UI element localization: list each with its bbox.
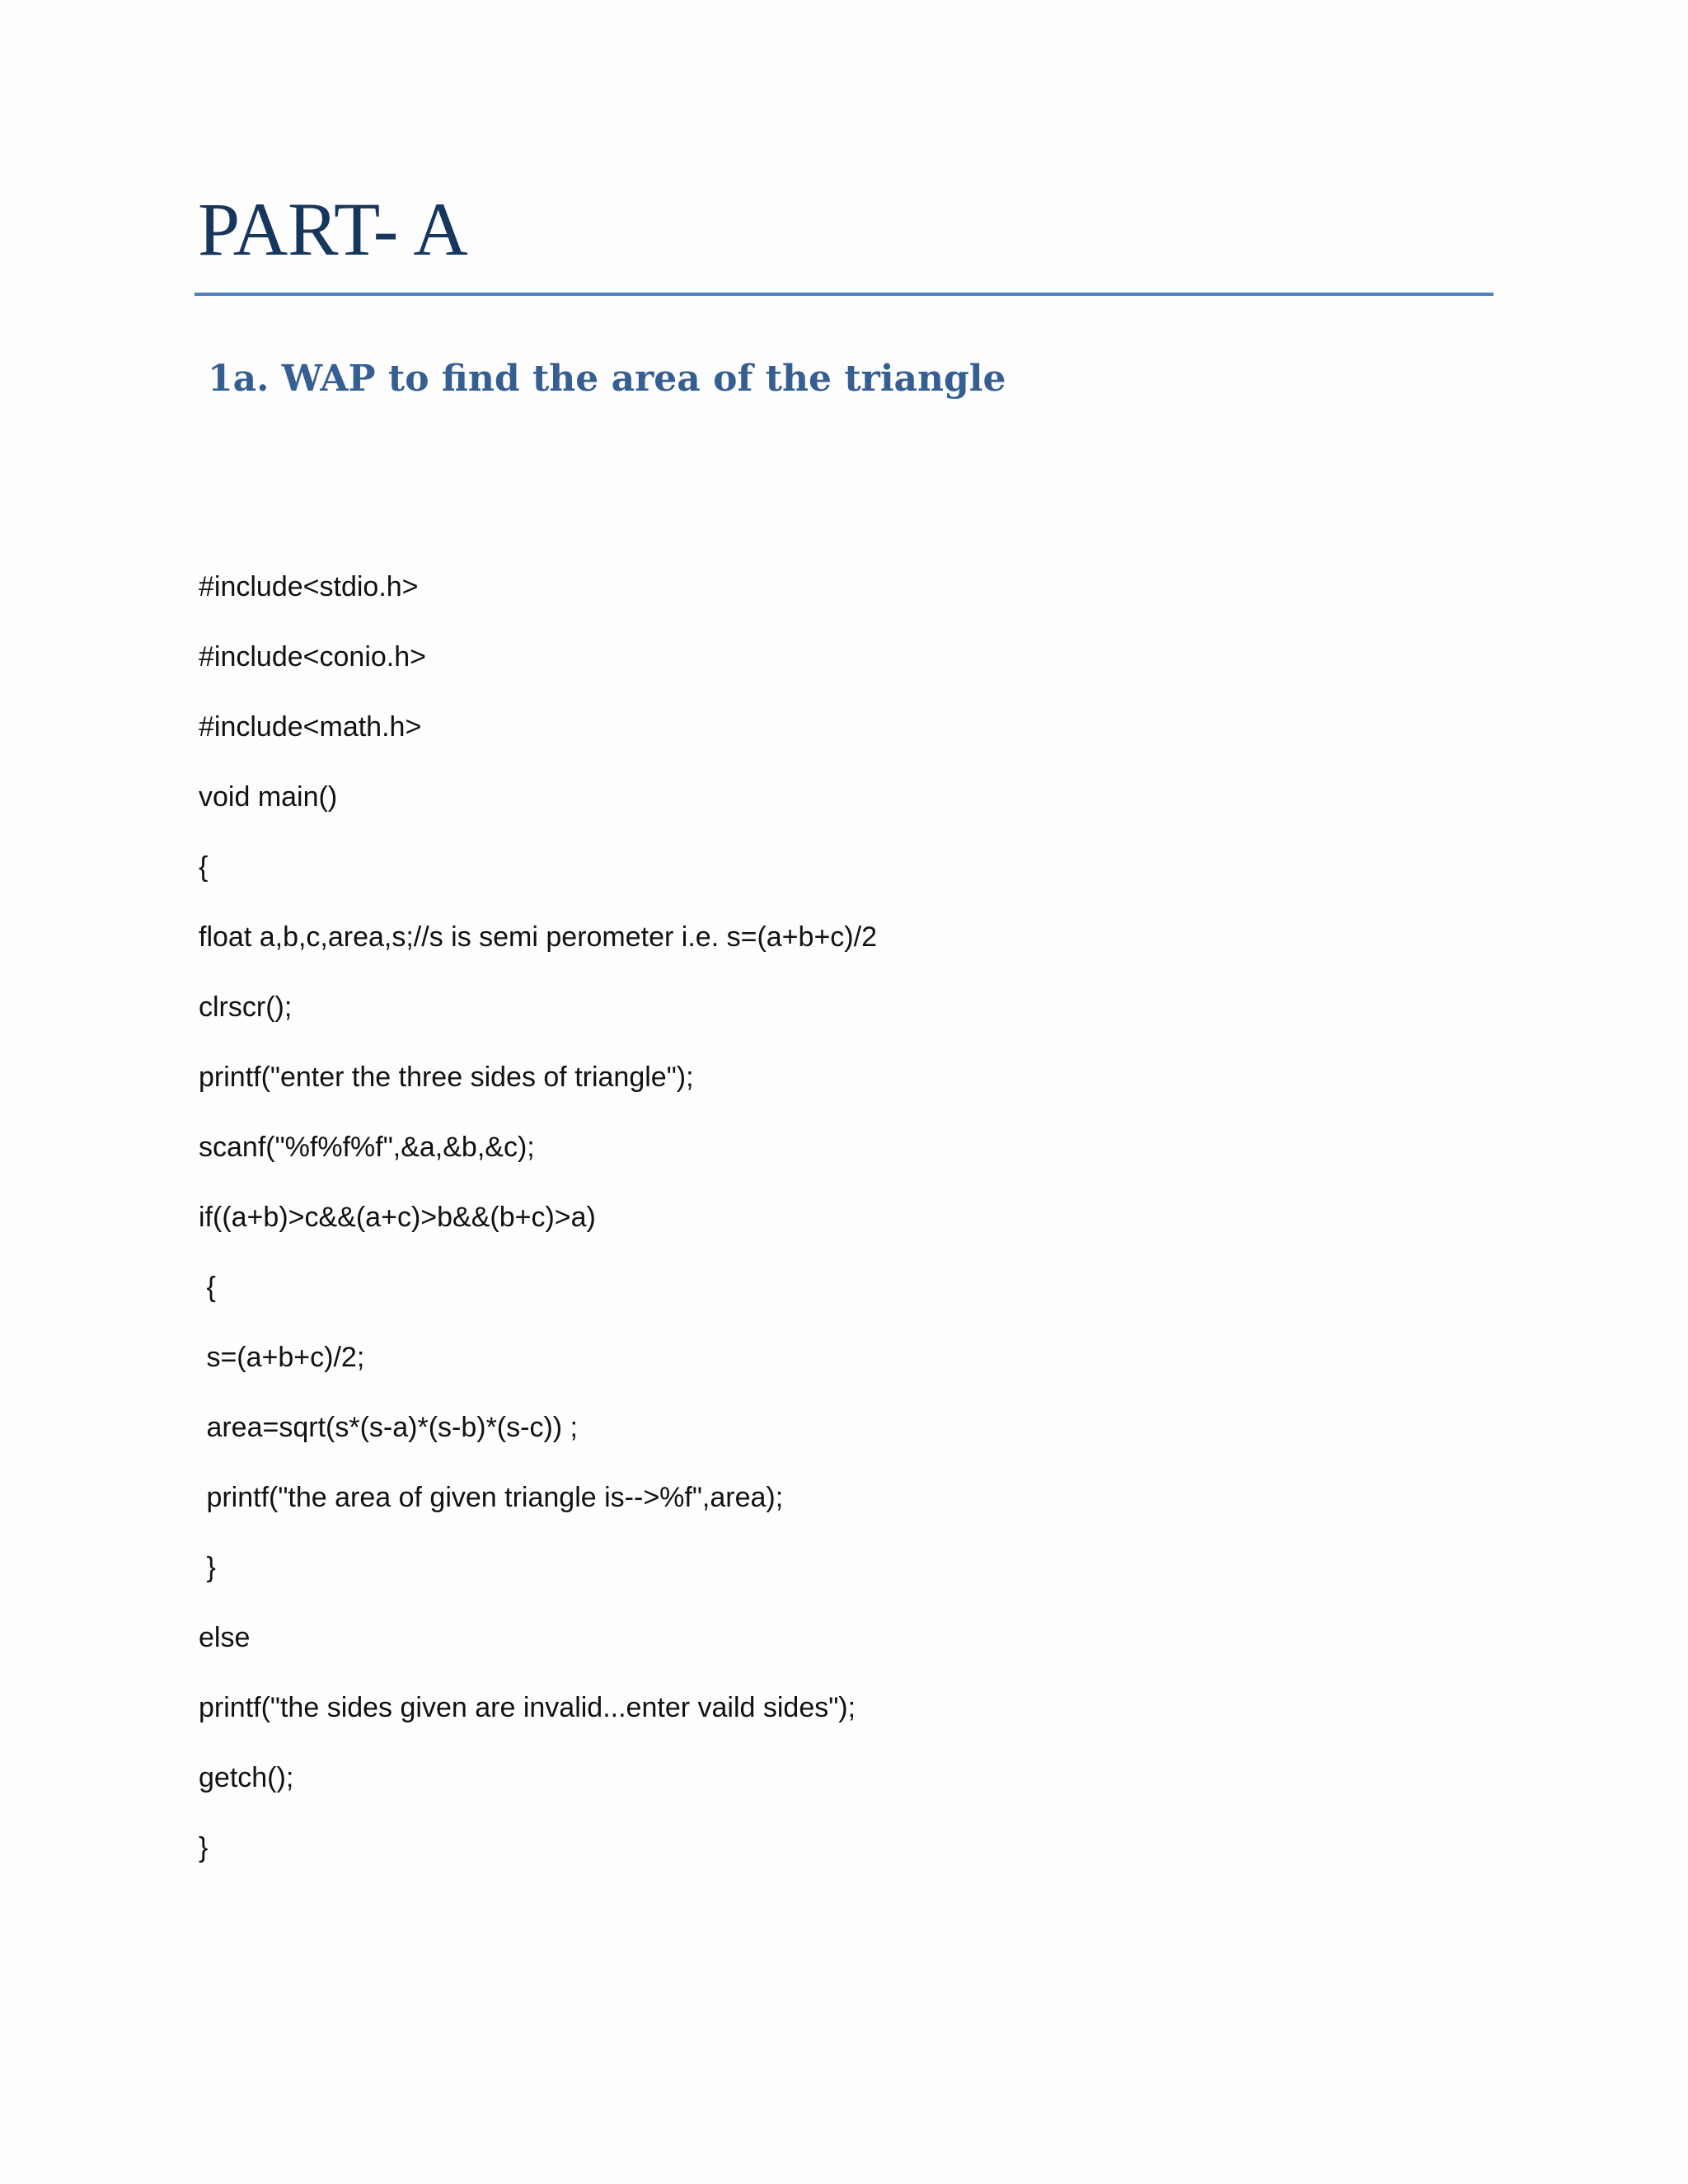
code-line: printf("the sides given are invalid...enter vaild sides"); xyxy=(199,1692,856,1723)
code-line: { xyxy=(199,851,209,883)
code-line: #include<math.h> xyxy=(199,711,422,743)
title-underline xyxy=(195,293,1493,296)
code-line: else xyxy=(199,1622,251,1653)
code-line: #include<conio.h> xyxy=(199,641,427,673)
page-title: PART- A xyxy=(198,187,468,271)
code-line: void main() xyxy=(199,781,338,813)
code-line: s=(a+b+c)/2; xyxy=(199,1342,365,1373)
code-line: } xyxy=(199,1552,216,1583)
code-line: printf("enter the three sides of triangle"); xyxy=(199,1062,694,1093)
code-line: clrscr(); xyxy=(199,991,293,1023)
code-line: getch(); xyxy=(199,1762,294,1793)
code-line: #include<stdio.h> xyxy=(199,571,419,602)
code-listing xyxy=(199,552,877,1883)
code-line: } xyxy=(199,1832,209,1863)
code-line: { xyxy=(199,1272,216,1303)
code-line: scanf("%f%f%f",&a,&b,&c); xyxy=(199,1132,535,1163)
code-line: area=sqrt(s*(s-a)*(s-b)*(s-c)) ; xyxy=(199,1412,578,1443)
code-line: printf("the area of given triangle is-->%f",area); xyxy=(199,1482,784,1513)
section-heading: 1a. WAP to find the area of the triangle xyxy=(208,358,1006,400)
code-line: float a,b,c,area,s;//s is semi perometer i.e. s=(a+b+c)/2 xyxy=(199,921,877,953)
code-line: if((a+b)>c&&(a+c)>b&&(b+c)>a) xyxy=(199,1202,596,1233)
